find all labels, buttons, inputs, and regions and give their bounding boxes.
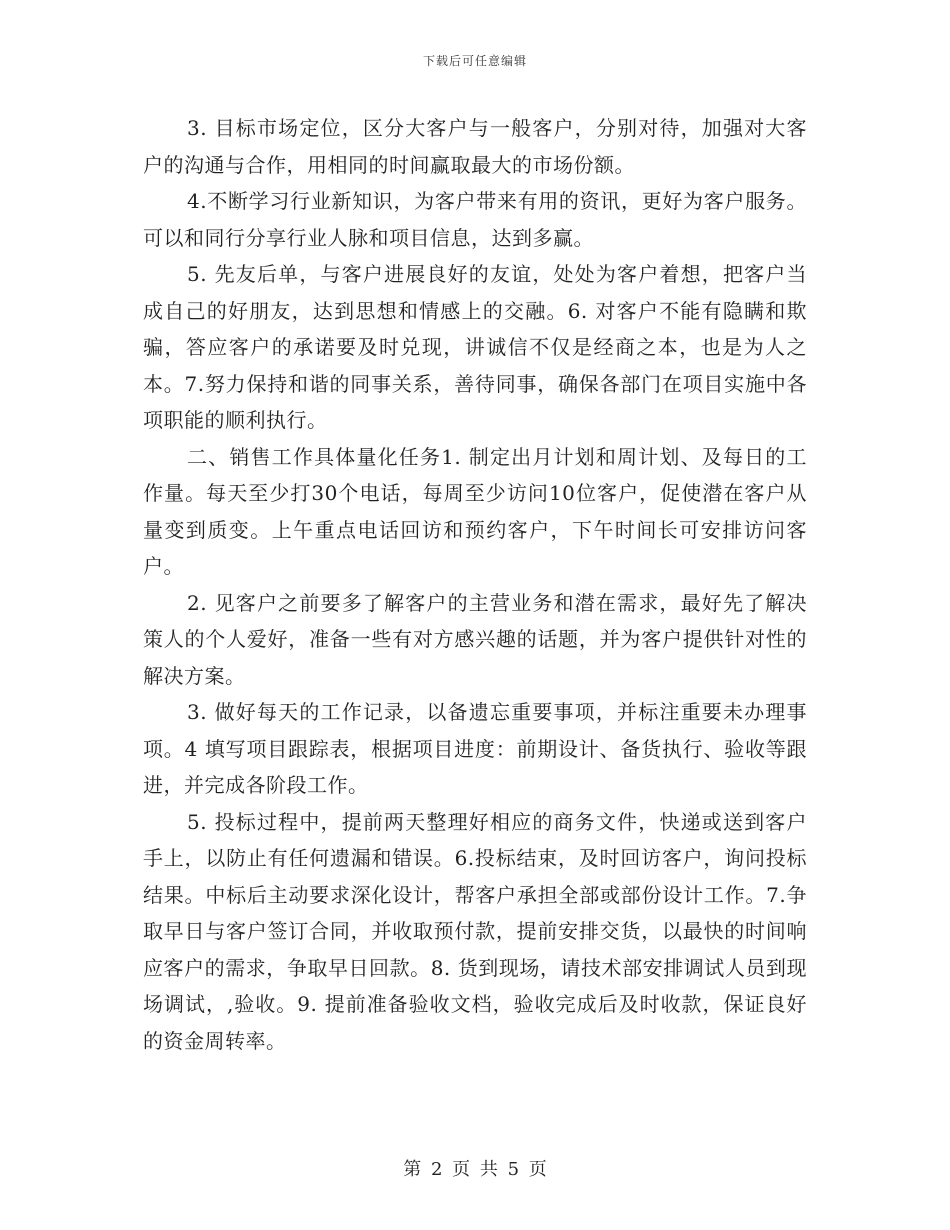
paragraph-bidding-process: 5. 投标过程中，提前两天整理好相应的商务文件，快递或送到客户手上，以防止有任何遗漏和错误。6.投标结束，及时回访客户，询问投标结果。中标后主动要求深化设计，帮客户承担全部或部份设计工作。7.争取早日与客户签订合同，并收取预付款，提前安排交货，以最快的时间响应客户的需求，争取早日回款。8. 货到现场，请技术部安排调试人员到现场调试，,验收。9. 提前准备验收文档，验收完成后及时收款，保证良好的资金周转率。	[143, 809, 807, 1053]
page-number: 第 2 页 共 5 页	[403, 1159, 547, 1180]
paragraph-learning: 4.不断学习行业新知识，为客户带来有用的资讯，更好为客户服务。可以和同行分享行业人脉和项目信息，达到多赢。	[143, 189, 807, 250]
paragraph-market-positioning: 3. 目标市场定位，区分大客户与一般客户，分别对待，加强对大客户的沟通与合作，用相同的时间赢取最大的市场份额。	[143, 116, 807, 177]
paragraph-client-research: 2. 见客户之前要多了解客户的主营业务和潜在需求，最好先了解决策人的个人爱好，准备一些有对方感兴趣的话题，并为客户提供针对性的解决方案。	[143, 590, 807, 688]
page-header: 下载后可任意编辑	[422, 54, 527, 68]
paragraph-friendship-integrity: 5. 先友后单，与客户进展良好的友谊，处处为客户着想，把客户当成自己的好朋友，达到思想和情感上的交融。6. 对客户不能有隐瞒和欺骗，答应客户的承诺要及时兑现，讲诚信不仅是经商之本，也是为人之本。7.努力保持和谐的同事关系，善待同事，确保各部门在项目实施中各项职能的顺利执行。	[143, 262, 807, 432]
document-body	[143, 110, 807, 1059]
paragraph-work-records: 3. 做好每天的工作记录，以备遗忘重要事项，并标注重要未办理事项。4 填写项目跟踪表，根据项目进度：前期设计、备货执行、验收等跟进，并完成各阶段工作。	[143, 700, 807, 797]
paragraph-quantified-tasks: 二、销售工作具体量化任务1. 制定出月计划和周计划、及每日的工作量。每天至少打30个电话，每周至少访问10位客户，促使潜在客户从量变到质变。上午重点电话回访和预约客户，下午时间长可安排访问客户。	[143, 444, 807, 578]
